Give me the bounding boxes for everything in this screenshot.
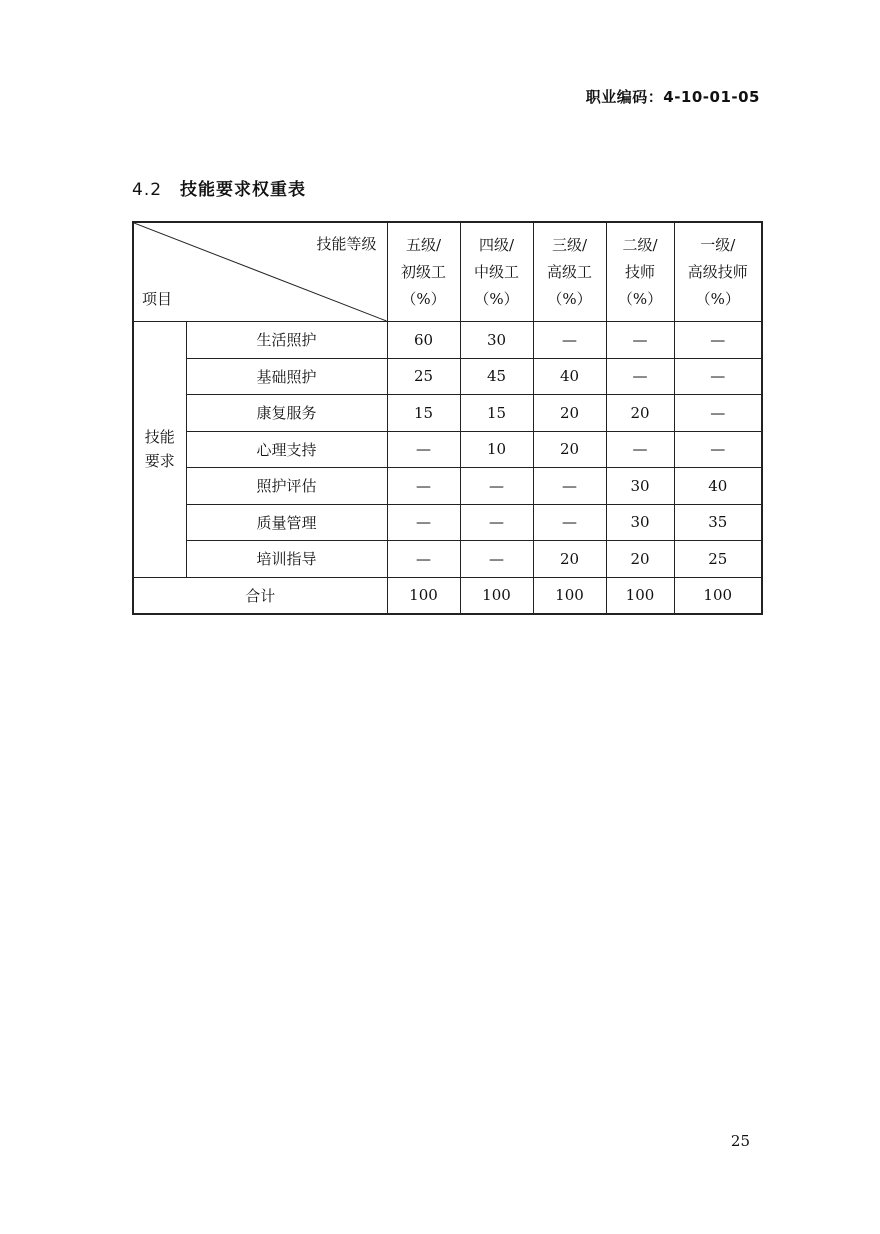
table-cell: — [387, 504, 460, 541]
table-row [133, 541, 762, 578]
table-cell: 15 [460, 395, 533, 432]
table-header-row [133, 222, 762, 322]
table-cell: 15 [387, 395, 460, 432]
table-cell: — [460, 504, 533, 541]
total-cell: 100 [387, 577, 460, 614]
table-cell: — [533, 504, 606, 541]
table-cell: 30 [606, 504, 674, 541]
item-label: 项目 [142, 290, 173, 308]
occupation-code: 职业编码：4-10-01-05 [585, 88, 760, 106]
section-title: 技能要求权重表 [180, 180, 307, 200]
row-label: 生活照护 [186, 322, 387, 359]
total-row [133, 577, 762, 614]
table-cell: 60 [387, 322, 460, 359]
total-cell: 100 [606, 577, 674, 614]
table-cell: — [674, 395, 762, 432]
row-label: 照护评估 [186, 468, 387, 505]
total-label: 合计 [133, 577, 387, 614]
table-cell: 20 [606, 395, 674, 432]
total-cell: 100 [674, 577, 762, 614]
table-cell: 10 [460, 431, 533, 468]
table-cell: 30 [606, 468, 674, 505]
table-cell: 40 [533, 358, 606, 395]
table-cell: — [460, 468, 533, 505]
table-row [133, 504, 762, 541]
row-label: 基础照护 [186, 358, 387, 395]
skill-weight-table [132, 221, 763, 615]
table-cell: — [674, 358, 762, 395]
skill-level-label: 技能等级 [316, 235, 377, 253]
col-header-level-2: 二级/ 技师 （%） [606, 222, 674, 322]
table-row [133, 431, 762, 468]
table-cell: 20 [533, 541, 606, 578]
table-cell: — [606, 322, 674, 359]
table-cell: — [606, 358, 674, 395]
table-cell: — [387, 431, 460, 468]
page-number: 25 [730, 1132, 750, 1150]
table-row [133, 322, 762, 359]
table-cell: 30 [460, 322, 533, 359]
row-label: 康复服务 [186, 395, 387, 432]
col-header-level-4: 四级/ 中级工 （%） [460, 222, 533, 322]
table-cell: — [387, 468, 460, 505]
table-cell: — [533, 468, 606, 505]
table-cell: 40 [674, 468, 762, 505]
section-heading [132, 175, 306, 200]
total-cell: 100 [533, 577, 606, 614]
row-label: 心理支持 [186, 431, 387, 468]
table-cell: — [674, 322, 762, 359]
col-header-level-1: 一级/ 高级技师 （%） [674, 222, 762, 322]
table-cell: — [460, 541, 533, 578]
table-cell: 35 [674, 504, 762, 541]
col-header-level-5: 五级/ 初级工 （%） [387, 222, 460, 322]
table-cell: 20 [533, 395, 606, 432]
table-cell: 20 [606, 541, 674, 578]
table-cell: — [387, 541, 460, 578]
table-cell: — [533, 322, 606, 359]
table-cell: 25 [674, 541, 762, 578]
total-cell: 100 [460, 577, 533, 614]
table-row [133, 468, 762, 505]
diagonal-header-cell [133, 222, 387, 322]
category-cell: 技能 要求 [133, 322, 186, 578]
table-cell: — [606, 431, 674, 468]
table-cell: 20 [533, 431, 606, 468]
table-cell: 45 [460, 358, 533, 395]
row-label: 培训指导 [186, 541, 387, 578]
table-row [133, 358, 762, 395]
col-header-level-3: 三级/ 高级工 （%） [533, 222, 606, 322]
table-cell: 25 [387, 358, 460, 395]
table-row [133, 395, 762, 432]
table-cell: — [674, 431, 762, 468]
row-label: 质量管理 [186, 504, 387, 541]
section-number: 4.2 [132, 180, 163, 200]
